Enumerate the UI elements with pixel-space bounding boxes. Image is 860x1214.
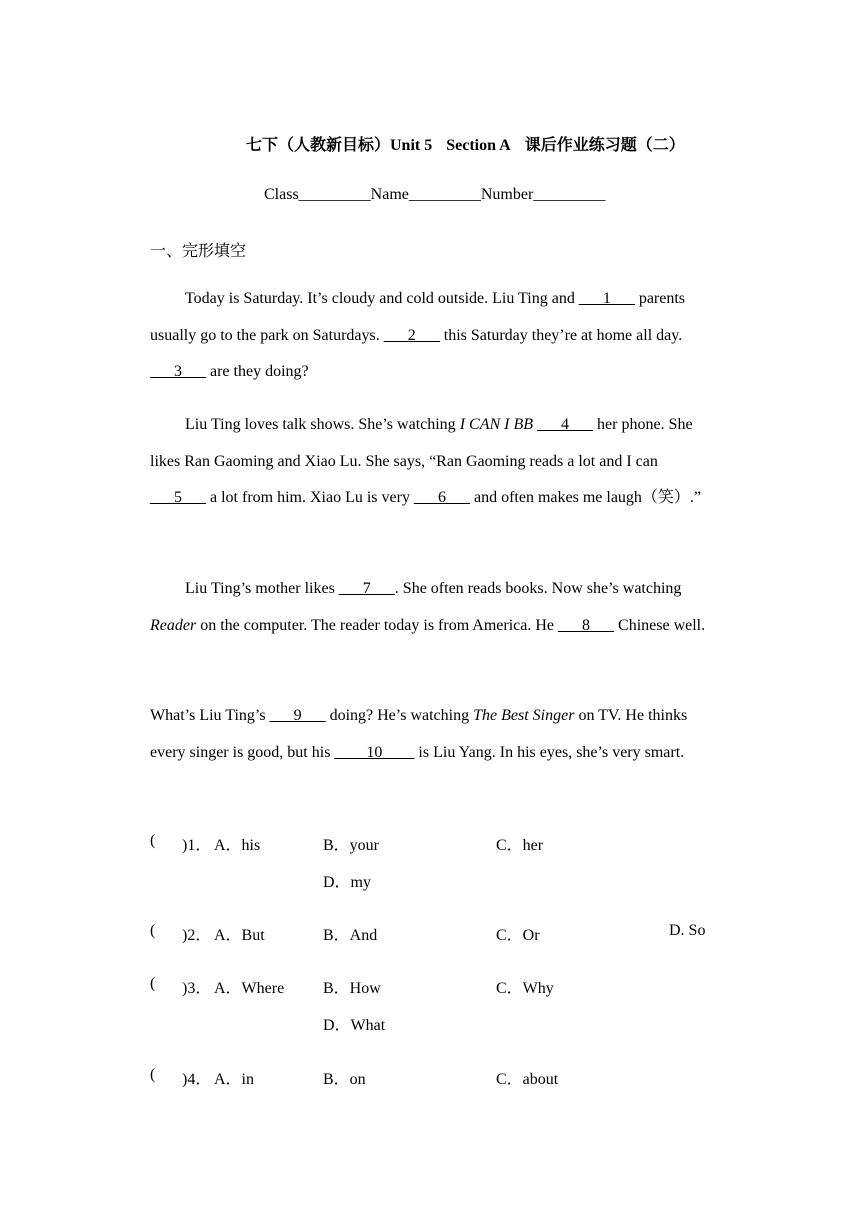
- question-number: )3．: [182, 980, 212, 997]
- p3-text-4: Chinese well.: [614, 616, 706, 634]
- title-section: Section A: [446, 137, 511, 154]
- option-a: A．his: [214, 837, 261, 854]
- blank-5: ___5___: [150, 489, 206, 507]
- option-b: B．And: [323, 927, 378, 944]
- p4-text-2: doing? He’s watching: [325, 707, 474, 724]
- page-title: [246, 132, 685, 155]
- name-blank: _________: [408, 186, 481, 203]
- number-label: Number: [480, 186, 534, 203]
- option-a: A．Where: [214, 980, 285, 997]
- blank-1: ___1___: [578, 290, 635, 307]
- title-grade: 七下（人教新目标）Unit 5: [246, 137, 433, 154]
- question-1: [150, 832, 750, 856]
- answer-paren: (: [150, 922, 156, 939]
- question-1-line-2: [150, 869, 750, 893]
- option-d: D．What: [323, 1017, 386, 1034]
- blank-6: ___6___: [413, 489, 470, 507]
- question-4: [150, 1066, 750, 1090]
- p1-text-3: this Saturday they’re at home all day.: [439, 326, 683, 344]
- option-c: C．about: [496, 1071, 559, 1088]
- option-a: A．But: [214, 927, 265, 944]
- question-number: )2．: [182, 927, 212, 944]
- blank-4: ___4___: [537, 416, 594, 433]
- p4-text-4: is Liu Yang. In his eyes, she’s very smart.: [414, 743, 685, 761]
- p3-text-3: on the computer. The reader today is from America. He: [196, 616, 559, 634]
- p2-text-4: and often makes me laugh（笑）.”: [469, 489, 702, 507]
- p2-text-2: her phone. She likes Ran Gaoming and Xiao Lu. She says, “Ran Gaoming reads a lot and I can: [150, 416, 693, 470]
- blank-7: ___7___: [338, 580, 395, 597]
- question-3: [150, 975, 750, 999]
- p1-text-2: parents usually go to the park on Saturdays.: [150, 290, 686, 344]
- option-b: B．How: [323, 980, 381, 997]
- p3-text-2: . She often reads books. Now she’s watching: [394, 580, 682, 597]
- p4-text-1: What’s Liu Ting’s: [150, 707, 270, 724]
- section-heading: 一、完形填空: [150, 243, 247, 260]
- answer-paren: (: [150, 975, 156, 992]
- passage-paragraph-3: [150, 571, 715, 644]
- option-d: D. So: [669, 922, 706, 939]
- show-title-i-can-i-bb: I CAN I BB: [459, 416, 534, 433]
- passage-paragraph-4: [150, 698, 715, 771]
- blank-3: ___3___: [150, 363, 206, 381]
- p2-text-3: a lot from him. Xiao Lu is very: [206, 489, 414, 507]
- option-c: C．Or: [496, 927, 540, 944]
- p1-text-4: are they doing?: [206, 363, 309, 381]
- answer-paren: (: [150, 1066, 156, 1083]
- p2-text-1: Liu Ting loves talk shows. She’s watching: [185, 416, 460, 433]
- number-blank: _________: [533, 186, 606, 203]
- question-3-line-2: [150, 1012, 750, 1036]
- blank-8: ___8___: [558, 616, 615, 634]
- answer-paren: (: [150, 832, 156, 849]
- blank-2: ___2___: [383, 326, 440, 344]
- blank-9: ___9___: [269, 707, 326, 724]
- p1-text-1: Today is Saturday. It’s cloudy and cold outside. Liu Ting and: [185, 290, 579, 307]
- name-label: Name: [370, 186, 409, 203]
- blank-10: ____10____: [334, 743, 415, 761]
- question-2: [150, 922, 750, 946]
- option-a: A．in: [214, 1071, 255, 1088]
- title-suffix: 课后作业练习题（二）: [524, 137, 685, 154]
- option-b: B．on: [323, 1071, 366, 1088]
- show-title-reader: Reader: [150, 616, 197, 634]
- option-b: B．your: [323, 837, 380, 854]
- question-number: )4．: [182, 1071, 212, 1088]
- class-blank: _________: [298, 186, 371, 203]
- class-label: Class: [264, 186, 299, 203]
- p4-text-3: on TV. He thinks every singer is good, but his: [150, 707, 688, 761]
- p3-text-1: Liu Ting’s mother likes: [185, 580, 339, 597]
- passage-paragraph-1: [150, 281, 715, 391]
- option-d: D．my: [323, 874, 372, 891]
- option-c: C．her: [496, 837, 544, 854]
- option-c: C．Why: [496, 980, 554, 997]
- show-title-best-singer: The Best Singer: [473, 707, 575, 724]
- question-number: )1．: [182, 837, 212, 854]
- student-info-line: [264, 186, 605, 204]
- passage-paragraph-2: [150, 407, 715, 517]
